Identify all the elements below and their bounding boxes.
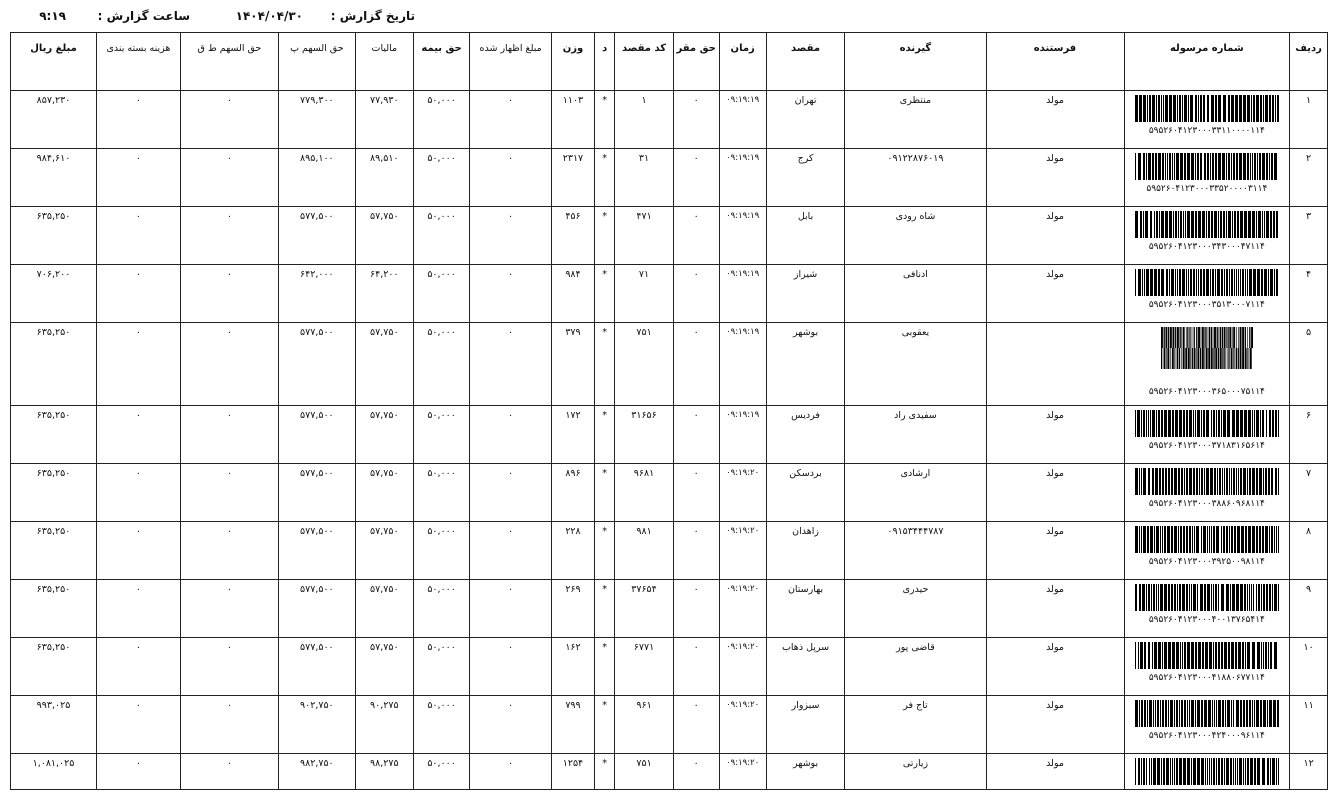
tax-cell: ۵۷,۷۵۰ <box>355 406 413 464</box>
tax-cell: ۵۷,۷۵۰ <box>355 464 413 522</box>
share-tq-cell: ۰ <box>180 406 278 464</box>
report-header <box>0 0 1338 30</box>
barcode-image <box>1161 327 1253 348</box>
share-tq-cell: ۰ <box>180 464 278 522</box>
shipment-barcode-cell <box>1124 323 1290 406</box>
packing-cost-cell: ۰ <box>97 406 181 464</box>
weight-cell: ۸۹۶ <box>552 464 595 522</box>
weight-cell: ۲۲۸ <box>552 522 595 580</box>
row-index-cell: ۶ <box>1290 406 1328 464</box>
column-header: حق مقر <box>673 33 719 91</box>
barcode-number: ۵۹۵۲۶۰۴۱۲۳۰۰۰۳۸۸۶۰۹۶۸۱۱۴ <box>1148 499 1265 509</box>
share-tq-cell: ۰ <box>180 265 278 323</box>
packing-cost-cell: ۰ <box>97 696 181 754</box>
haq-maqar-cell: ۰ <box>673 696 719 754</box>
receiver-cell: ۰۹۱۲۲۸۷۶۰۱۹ <box>845 149 986 207</box>
share-tq-cell: ۰ <box>180 522 278 580</box>
sender-cell: مولد <box>986 149 1124 207</box>
d-flag-cell: * <box>594 696 614 754</box>
barcode-image <box>1135 642 1279 669</box>
declared-value-cell: ۰ <box>470 580 552 638</box>
packing-cost-cell: ۰ <box>97 638 181 696</box>
time-cell: ۰۹:۱۹:۲۰ <box>719 464 766 522</box>
weight-cell: ۷۹۹ <box>552 696 595 754</box>
column-header: کد مقصد <box>615 33 673 91</box>
column-header: مقصد <box>766 33 845 91</box>
haq-maqar-cell: ۰ <box>673 754 719 790</box>
declared-value-cell: ۰ <box>470 91 552 149</box>
barcode-image <box>1135 526 1279 553</box>
barcode-number: ۵۹۵۲۶۰۴۱۲۳۰۰۰۴۱۸۸۰۶۷۷۱۱۴ <box>1148 673 1265 683</box>
table-body <box>11 91 1328 790</box>
table-row <box>11 323 1328 406</box>
sender-cell: مولد <box>986 580 1124 638</box>
haq-maqar-cell: ۰ <box>673 91 719 149</box>
packing-cost-cell: ۰ <box>97 91 181 149</box>
table-row <box>11 406 1328 464</box>
amount-rial-cell: ۶۳۵,۲۵۰ <box>11 406 97 464</box>
share-p-cell: ۵۷۷,۵۰۰ <box>279 464 356 522</box>
report-time-value: ۹:۱۹ <box>39 9 66 23</box>
receiver-cell: تاج فر <box>845 696 986 754</box>
amount-rial-cell: ۶۳۵,۲۵۰ <box>11 464 97 522</box>
haq-maqar-cell: ۰ <box>673 638 719 696</box>
declared-value-cell: ۰ <box>470 696 552 754</box>
column-header: حق بیمه <box>413 33 469 91</box>
receiver-cell: سفیدی راد <box>845 406 986 464</box>
report-date-value: ۱۴۰۴/۰۴/۳۰ <box>235 9 303 23</box>
d-flag-cell: * <box>594 522 614 580</box>
packing-cost-cell: ۰ <box>97 464 181 522</box>
column-header: حق السهم پ <box>279 33 356 91</box>
declared-value-cell: ۰ <box>470 638 552 696</box>
weight-cell: ۱۶۲ <box>552 638 595 696</box>
amount-rial-cell: ۶۳۵,۲۵۰ <box>11 580 97 638</box>
packing-cost-cell: ۰ <box>97 754 181 790</box>
share-tq-cell: ۰ <box>180 696 278 754</box>
amount-rial-cell: ۹۹۳,۰۲۵ <box>11 696 97 754</box>
sender-cell: مولد <box>986 265 1124 323</box>
row-index-cell: ۷ <box>1290 464 1328 522</box>
column-header: زمان <box>719 33 766 91</box>
share-p-cell: ۷۷۹,۳۰۰ <box>279 91 356 149</box>
sender-cell: مولد <box>986 207 1124 265</box>
destination-code-cell: ۱ <box>615 91 673 149</box>
row-index-cell: ۵ <box>1290 323 1328 406</box>
table-row <box>11 638 1328 696</box>
row-index-cell: ۱ <box>1290 91 1328 149</box>
destination-code-cell: ۳۷۶۵۴ <box>615 580 673 638</box>
time-cell: ۰۹:۱۹:۲۰ <box>719 754 766 790</box>
barcode-number: ۵۹۵۲۶۰۴۱۲۳۰۰۰۳۳۵۲۰۰۰۰۳۱۱۴ <box>1146 184 1268 194</box>
receiver-cell: قاضی پور <box>845 638 986 696</box>
shipment-barcode-cell <box>1124 696 1290 754</box>
insurance-cell: ۵۰,۰۰۰ <box>413 464 469 522</box>
receiver-cell: شاه رودی <box>845 207 986 265</box>
report-time-label: ساعت گزارش : <box>97 9 190 23</box>
time-cell: ۰۹:۱۹:۲۰ <box>719 638 766 696</box>
insurance-cell: ۵۰,۰۰۰ <box>413 696 469 754</box>
table-row <box>11 265 1328 323</box>
declared-value-cell: ۰ <box>470 754 552 790</box>
shipment-barcode-cell <box>1124 149 1290 207</box>
declared-value-cell: ۰ <box>470 522 552 580</box>
row-index-cell: ۱۲ <box>1290 754 1328 790</box>
barcode-image <box>1135 95 1279 122</box>
packing-cost-cell: ۰ <box>97 323 181 406</box>
table-row <box>11 522 1328 580</box>
receiver-cell: حیدری <box>845 580 986 638</box>
weight-cell: ۱۲۵۴ <box>552 754 595 790</box>
tax-cell: ۵۷,۷۵۰ <box>355 323 413 406</box>
amount-rial-cell: ۷۰۶,۲۰۰ <box>11 265 97 323</box>
haq-maqar-cell: ۰ <box>673 207 719 265</box>
destination-code-cell: ۳۱ <box>615 149 673 207</box>
declared-value-cell: ۰ <box>470 323 552 406</box>
column-header: مبلغ اظهار شده <box>470 33 552 91</box>
insurance-cell: ۵۰,۰۰۰ <box>413 149 469 207</box>
destination-code-cell: ۹۶۱ <box>615 696 673 754</box>
share-p-cell: ۹۰۲,۷۵۰ <box>279 696 356 754</box>
share-tq-cell: ۰ <box>180 323 278 406</box>
share-p-cell: ۵۷۷,۵۰۰ <box>279 323 356 406</box>
weight-cell: ۲۶۹ <box>552 580 595 638</box>
shipment-barcode-cell <box>1124 754 1290 790</box>
table-row <box>11 696 1328 754</box>
tax-cell: ۵۷,۷۵۰ <box>355 638 413 696</box>
d-flag-cell: * <box>594 149 614 207</box>
column-header: حق السهم ط ق <box>180 33 278 91</box>
sender-cell: مولد <box>986 522 1124 580</box>
d-flag-cell: * <box>594 406 614 464</box>
weight-cell: ۱۷۲ <box>552 406 595 464</box>
barcode-number: ۵۹۵۲۶۰۴۱۲۳۰۰۰۳۴۳۰۰۰۴۷۱۱۴ <box>1148 242 1265 252</box>
haq-maqar-cell: ۰ <box>673 265 719 323</box>
share-tq-cell: ۰ <box>180 754 278 790</box>
packing-cost-cell: ۰ <box>97 580 181 638</box>
destination-code-cell: ۴۷۱ <box>615 207 673 265</box>
share-tq-cell: ۰ <box>180 207 278 265</box>
barcode-image <box>1135 758 1279 785</box>
tax-cell: ۷۷,۹۳۰ <box>355 91 413 149</box>
row-index-cell: ۸ <box>1290 522 1328 580</box>
destination-code-cell: ۷۵۱ <box>615 754 673 790</box>
receiver-cell: یعقوبی <box>845 323 986 406</box>
receiver-cell: منتظری <box>845 91 986 149</box>
time-cell: ۰۹:۱۹:۱۹ <box>719 406 766 464</box>
destination-cell: بهارستان <box>766 580 845 638</box>
amount-rial-cell: ۶۳۵,۲۵۰ <box>11 323 97 406</box>
destination-code-cell: ۹۶۸۱ <box>615 464 673 522</box>
barcode-image <box>1135 211 1279 238</box>
insurance-cell: ۵۰,۰۰۰ <box>413 323 469 406</box>
barcode-number: ۵۹۵۲۶۰۴۱۲۳۰۰۰۴۰۰۱۳۷۶۵۴۱۴ <box>1148 615 1265 625</box>
amount-rial-cell: ۱,۰۸۱,۰۲۵ <box>11 754 97 790</box>
sender-cell: مولد <box>986 91 1124 149</box>
declared-value-cell: ۰ <box>470 265 552 323</box>
column-header: وزن <box>552 33 595 91</box>
barcode-image <box>1135 410 1279 437</box>
share-p-cell: ۵۷۷,۵۰۰ <box>279 207 356 265</box>
shipment-barcode-cell <box>1124 580 1290 638</box>
shipment-barcode-cell <box>1124 638 1290 696</box>
receiver-cell: ۰۹۱۵۳۴۴۴۷۸۷ <box>845 522 986 580</box>
insurance-cell: ۵۰,۰۰۰ <box>413 754 469 790</box>
time-cell: ۰۹:۱۹:۱۹ <box>719 265 766 323</box>
shipment-barcode-cell <box>1124 265 1290 323</box>
weight-cell: ۲۳۱۷ <box>552 149 595 207</box>
table-row <box>11 754 1328 790</box>
insurance-cell: ۵۰,۰۰۰ <box>413 91 469 149</box>
barcode-image <box>1161 348 1253 369</box>
destination-cell: بوشهر <box>766 323 845 406</box>
insurance-cell: ۵۰,۰۰۰ <box>413 522 469 580</box>
table-row <box>11 207 1328 265</box>
destination-cell: بابل <box>766 207 845 265</box>
weight-cell: ۴۵۶ <box>552 207 595 265</box>
row-index-cell: ۱۰ <box>1290 638 1328 696</box>
column-header: فرستنده <box>986 33 1124 91</box>
tax-cell: ۵۷,۷۵۰ <box>355 522 413 580</box>
share-tq-cell: ۰ <box>180 91 278 149</box>
sender-cell: مولد <box>986 406 1124 464</box>
report-date-label: تاریخ گزارش : <box>330 9 415 23</box>
share-p-cell: ۵۷۷,۵۰۰ <box>279 580 356 638</box>
barcode-image <box>1135 153 1279 180</box>
insurance-cell: ۵۰,۰۰۰ <box>413 406 469 464</box>
time-cell: ۰۹:۱۹:۲۰ <box>719 696 766 754</box>
destination-code-cell: ۹۸۱ <box>615 522 673 580</box>
barcode-number: ۵۹۵۲۶۰۴۱۲۳۰۰۰۳۷۱۸۳۱۶۵۶۱۴ <box>1148 441 1265 451</box>
haq-maqar-cell: ۰ <box>673 149 719 207</box>
packing-cost-cell: ۰ <box>97 207 181 265</box>
packing-cost-cell: ۰ <box>97 149 181 207</box>
column-header: شماره مرسوله <box>1124 33 1290 91</box>
barcode-image <box>1135 584 1279 611</box>
sender-cell <box>986 323 1124 406</box>
time-cell: ۰۹:۱۹:۲۰ <box>719 522 766 580</box>
destination-code-cell: ۷۵۱ <box>615 323 673 406</box>
destination-cell: زاهدان <box>766 522 845 580</box>
receiver-cell: ادنافی <box>845 265 986 323</box>
barcode-number: ۵۹۵۲۶۰۴۱۲۳۰۰۰۳۳۱۱۰۰۰۰۱۱۴ <box>1148 126 1265 136</box>
destination-cell: بردسکن <box>766 464 845 522</box>
barcode-number: ۵۹۵۲۶۰۴۱۲۳۰۰۰۳۶۵۰۰۰۷۵۱۱۴ <box>1148 387 1265 397</box>
barcode-image <box>1135 269 1279 296</box>
destination-cell: شیراز <box>766 265 845 323</box>
declared-value-cell: ۰ <box>470 149 552 207</box>
tax-cell: ۶۴,۲۰۰ <box>355 265 413 323</box>
tax-cell: ۹۰,۲۷۵ <box>355 696 413 754</box>
share-p-cell: ۸۹۵,۱۰۰ <box>279 149 356 207</box>
column-header: مبلغ ریال <box>11 33 97 91</box>
weight-cell: ۱۱۰۳ <box>552 91 595 149</box>
row-index-cell: ۲ <box>1290 149 1328 207</box>
receiver-cell: ارشادی <box>845 464 986 522</box>
shipment-barcode-cell <box>1124 91 1290 149</box>
row-index-cell: ۳ <box>1290 207 1328 265</box>
share-p-cell: ۵۷۷,۵۰۰ <box>279 522 356 580</box>
insurance-cell: ۵۰,۰۰۰ <box>413 638 469 696</box>
destination-code-cell: ۶۷۷۱ <box>615 638 673 696</box>
row-index-cell: ۴ <box>1290 265 1328 323</box>
insurance-cell: ۵۰,۰۰۰ <box>413 207 469 265</box>
weight-cell: ۳۷۹ <box>552 323 595 406</box>
d-flag-cell: * <box>594 580 614 638</box>
haq-maqar-cell: ۰ <box>673 580 719 638</box>
destination-code-cell: ۳۱۶۵۶ <box>615 406 673 464</box>
table-row <box>11 580 1328 638</box>
haq-maqar-cell: ۰ <box>673 323 719 406</box>
amount-rial-cell: ۶۳۵,۲۵۰ <box>11 207 97 265</box>
tax-cell: ۵۷,۷۵۰ <box>355 207 413 265</box>
time-cell: ۰۹:۱۹:۱۹ <box>719 207 766 265</box>
destination-code-cell: ۷۱ <box>615 265 673 323</box>
destination-cell: سرپل ذهاب <box>766 638 845 696</box>
table-row <box>11 91 1328 149</box>
amount-rial-cell: ۶۳۵,۲۵۰ <box>11 638 97 696</box>
sender-cell: مولد <box>986 638 1124 696</box>
tax-cell: ۹۸,۲۷۵ <box>355 754 413 790</box>
time-cell: ۰۹:۱۹:۱۹ <box>719 323 766 406</box>
shipment-barcode-cell <box>1124 207 1290 265</box>
column-header: گیرنده <box>845 33 986 91</box>
destination-cell: کرج <box>766 149 845 207</box>
haq-maqar-cell: ۰ <box>673 522 719 580</box>
weight-cell: ۹۸۴ <box>552 265 595 323</box>
share-p-cell: ۹۸۲,۷۵۰ <box>279 754 356 790</box>
d-flag-cell: * <box>594 207 614 265</box>
amount-rial-cell: ۶۳۵,۲۵۰ <box>11 522 97 580</box>
barcode-image <box>1135 700 1279 727</box>
time-cell: ۰۹:۱۹:۱۹ <box>719 91 766 149</box>
time-cell: ۰۹:۱۹:۲۰ <box>719 580 766 638</box>
shipment-barcode-cell <box>1124 464 1290 522</box>
column-header: د <box>594 33 614 91</box>
barcode-number: ۵۹۵۲۶۰۴۱۲۳۰۰۰۳۹۲۵۰۰۹۸۱۱۴ <box>1148 557 1265 567</box>
sender-cell: مولد <box>986 696 1124 754</box>
destination-cell: بوشهر <box>766 754 845 790</box>
share-tq-cell: ۰ <box>180 580 278 638</box>
tax-cell: ۸۹,۵۱۰ <box>355 149 413 207</box>
row-index-cell: ۱۱ <box>1290 696 1328 754</box>
tax-cell: ۵۷,۷۵۰ <box>355 580 413 638</box>
declared-value-cell: ۰ <box>470 406 552 464</box>
declared-value-cell: ۰ <box>470 207 552 265</box>
barcode-number: ۵۹۵۲۶۰۴۱۲۳۰۰۰۳۵۱۳۰۰۰۷۱۱۴ <box>1148 300 1265 310</box>
d-flag-cell: * <box>594 265 614 323</box>
d-flag-cell: * <box>594 638 614 696</box>
packing-cost-cell: ۰ <box>97 522 181 580</box>
share-p-cell: ۵۷۷,۵۰۰ <box>279 638 356 696</box>
receiver-cell: زیارتی <box>845 754 986 790</box>
barcode-number: ۵۹۵۲۶۰۴۱۲۳۰۰۰۴۲۴۰۰۰۹۶۱۱۴ <box>1148 731 1265 741</box>
shipments-table <box>10 32 1328 790</box>
amount-rial-cell: ۸۵۷,۲۳۰ <box>11 91 97 149</box>
time-cell: ۰۹:۱۹:۱۹ <box>719 149 766 207</box>
shipment-barcode-cell <box>1124 406 1290 464</box>
haq-maqar-cell: ۰ <box>673 406 719 464</box>
row-index-cell: ۹ <box>1290 580 1328 638</box>
column-header: هزینه بسته بندی <box>97 33 181 91</box>
destination-cell: تهران <box>766 91 845 149</box>
share-p-cell: ۶۴۲,۰۰۰ <box>279 265 356 323</box>
table-header-row <box>11 33 1328 91</box>
table-row <box>11 464 1328 522</box>
share-tq-cell: ۰ <box>180 149 278 207</box>
packing-cost-cell: ۰ <box>97 265 181 323</box>
haq-maqar-cell: ۰ <box>673 464 719 522</box>
sender-cell: مولد <box>986 464 1124 522</box>
amount-rial-cell: ۹۸۴,۶۱۰ <box>11 149 97 207</box>
table-row <box>11 149 1328 207</box>
destination-cell: سبزوار <box>766 696 845 754</box>
shipment-barcode-cell <box>1124 522 1290 580</box>
insurance-cell: ۵۰,۰۰۰ <box>413 580 469 638</box>
column-header: ردیف <box>1290 33 1328 91</box>
share-p-cell: ۵۷۷,۵۰۰ <box>279 406 356 464</box>
d-flag-cell: * <box>594 464 614 522</box>
column-header: مالیات <box>355 33 413 91</box>
insurance-cell: ۵۰,۰۰۰ <box>413 265 469 323</box>
d-flag-cell: * <box>594 754 614 790</box>
d-flag-cell: * <box>594 323 614 406</box>
share-tq-cell: ۰ <box>180 638 278 696</box>
barcode-image <box>1135 468 1279 495</box>
destination-cell: فردیس <box>766 406 845 464</box>
declared-value-cell: ۰ <box>470 464 552 522</box>
d-flag-cell: * <box>594 91 614 149</box>
sender-cell: مولد <box>986 754 1124 790</box>
